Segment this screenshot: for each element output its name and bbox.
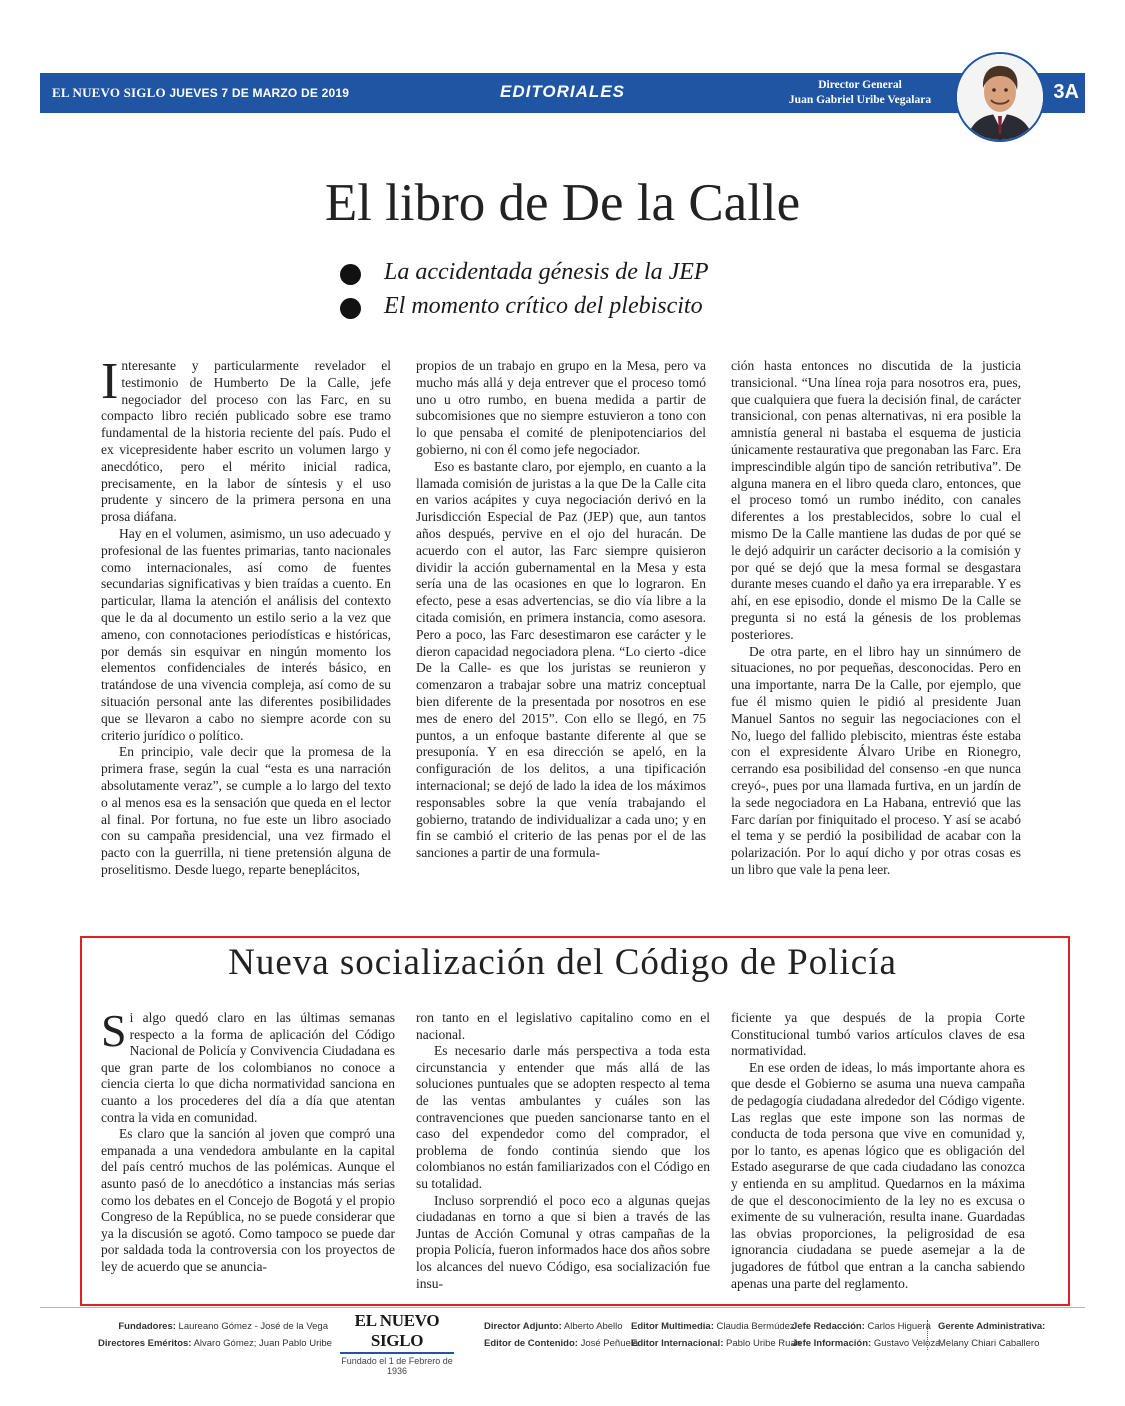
founders-label: Fundadores:	[118, 1321, 176, 1332]
publication-name: EL NUEVO SIGLO	[52, 85, 166, 100]
paragraph-text: nteresante y particularmente revelador el testimonio de Humberto De la Calle, jefe negociador del proceso con las Farc, en su compacto libro recién publicado sobre ese tramo fundamental de la historia reciente del país. Pudo el ex vicepresidente haber escrito un volumen largo y anecdótico, pero el mérito inicial radica, precisamente, en la labor de síntesis y el uso prudente y sincero de la primera persona en una prosa diáfana.	[101, 358, 391, 525]
international-label: Editor Internacional:	[631, 1338, 724, 1349]
paragraph: Incluso sorprendió el poco eco a algunas quejas ciudadanas en torno a que si bien a través de las Juntas de Acción Comunal y otras campañas de la propia Policía, fueron informados hace dos años sobre los alcances del nuevo Código, esa socialización fue insu-	[416, 1192, 710, 1291]
drop-cap: I	[101, 358, 119, 410]
page-number: 3A	[1053, 81, 1079, 103]
footer-founders	[98, 1318, 332, 1352]
info-name: Gustavo Veloza	[873, 1338, 941, 1349]
article-body	[101, 1010, 1025, 1298]
director-credit	[745, 78, 975, 108]
logo-rule	[340, 1352, 454, 1354]
multimedia-name: Claudia Bermúdez	[716, 1321, 795, 1332]
article-column	[101, 358, 391, 910]
footer-manager	[938, 1318, 1045, 1352]
multimedia-label: Editor Multimedia:	[631, 1321, 714, 1332]
adjunct-label: Director Adjunto:	[484, 1321, 562, 1332]
content-editor-label: Editor de Contenido:	[484, 1338, 578, 1349]
footer-editors	[631, 1318, 801, 1352]
article-headline: Nueva socialización del Código de Policía	[228, 942, 897, 983]
footer-divider	[40, 1307, 1085, 1308]
logo-wordmark: EL NUEVO SIGLO	[354, 1311, 440, 1350]
paragraph	[101, 358, 391, 526]
paragraph: ción hasta entonces no discutida de la justicia transicional. “Una línea roja para nosotros era, pues, que cualquiera que fuera la decisión final, de carácter transicional, con penas alternativas, ni era posible la amnistía general ni bastaba el esquema de justicia únicamente restaurativa que pregonaban las Farc. Era imprescindible algún tipo de sanción retributiva”. De alguna manera en el libro queda claro, entonces, que el proceso tomó un rumbo inédito, con canales diferentes a los prestablecidos, sobre lo cual el mismo De la Calle mantiene las dudas de por qué se le dejó adquirir un carácter decisorio a la comisión y por qué se dejó que la mesa formal se desgastara durante meses cuando el daño ya era irreparable. Y es ahí, en ese episodio, donde el mismo De la Calle se pregunta si no está la génesis de los problemas posteriores.	[731, 358, 1021, 642]
international-name: Pablo Uribe Ruan	[726, 1338, 802, 1349]
subhead-text: El momento crítico del plebiscito	[384, 293, 703, 319]
manager-label: Gerente Administrativa:	[938, 1321, 1046, 1332]
paragraph: De otra parte, en el libro hay un sinnúmero de situaciones, no por pequeñas, desconocidas. Pero en una importante, narra De la Calle, por ejemplo, que fue él mismo quien le pidió al presidente Juan Manuel Santos no seguir las negociaciones con el No, luego del fallido plebiscito, mientras éste estaba con el expresidente Álvaro Uribe en Rionegro, cerrando esa posibilidad del consenso -en que nunca creyó-, pues por una llamada furtiva, en un jardín de la sede negociadora en La Habana, entrevió que las Farc darían por finiquitado el proceso. Y así se acabó el tema y se perdió la posibilidad de acabar con la polarización. Por lo aquí dicho y por otras cosas es un libro que vale la pena leer.	[731, 643, 1021, 877]
drop-cap: S	[101, 1010, 127, 1056]
footer-editors	[484, 1318, 638, 1352]
founded-date: Fundado el 1 de Febrero de 1936	[341, 1356, 453, 1376]
portrait-illustration	[957, 54, 1043, 140]
paragraph: ron tanto en el legislativo capitalino como en el nacional.	[416, 1010, 710, 1042]
paragraph: Es necesario darle más perspectiva a toda esta circunstancia y entender que más allá de las soluciones puntuales que se adopten respecto al tema de las ventas ambulantes y cuáles son las contravenciones que pueden sancionarse tanto en el caso del expendedor como del comprador, el problema de fondo continúa siendo que los colombianos no están familiarizados con el Código en su totalidad.	[416, 1043, 710, 1191]
subhead-item	[340, 290, 820, 324]
adjunct-name: Alberto Abello	[563, 1321, 623, 1332]
emeritus-label: Directores Eméritos:	[98, 1338, 192, 1349]
newsroom-label: Jefe Redacción:	[792, 1321, 865, 1332]
founders-names: Laureano Gómez - José de la Vega	[178, 1321, 328, 1332]
bullet-icon	[340, 264, 361, 285]
subhead-item	[340, 256, 820, 290]
info-label: Jefe Información:	[792, 1338, 872, 1349]
director-name: Juan Gabriel Uribe Vegalara	[788, 94, 932, 106]
article-column	[731, 358, 1021, 910]
paragraph: Es claro que la sanción al joven que compró una empanada a una vendedora ambulante en la capital del país centró muchos de las polémicas. Aunque el asunto pasó de lo anecdótico a instancias más serias como los debates en el Concejo de Bogotá y el propio Congreso de la República, no se puede considerar que ya la discusión se agotó. Como tampoco se puede dar por saldada toda la controversia con los proyectos de ley de acuerdo que se anuncia-	[101, 1126, 395, 1274]
emeritus-names: Alvaro Gómez; Juan Pablo Uribe	[193, 1338, 332, 1349]
paragraph-text: i algo quedó claro en las últimas semanas respecto a la forma de aplicación del Código Nacional de Policía y Convivencia Ciudadana es que gran parte de los colombianos no conoce a ciencia cierta lo que dicha normatividad sanciona en cuanto a los procederes del día a día que atentan contra la vida en comunidad.	[101, 1010, 395, 1125]
section-title: EDITORIALES	[500, 82, 625, 101]
paragraph: Eso es bastante claro, por ejemplo, en cuanto a la llamada comisión de juristas a la que De la Calle cita en varios acápites y cuya negociación derivó en la Jurisdicción Especial de Paz (JEP) que, aun tantos años después, pervive en el ojo del huracán. De acuerdo con el autor, las Farc siempre quisieron dividir la acción gubernamental en la Mesa y esta sería una de las ocasiones en que lo lograron. En efecto, pese a esas advertencias, se dio vía libre a la citada comisión, en primera instancia, como asesora. Pero a poco, las Farc desestimaron ese carácter y le dieron capacidad negociadora plena. “Lo cierto -dice De la Calle- es que los juristas se reunieron y comenzaron a trabajar sobre una matriz conceptual bien diferente de la presentada por nosotros en ese mes de enero del 2015”. Con ello se llegó, en 75 puntos, a un enfoque bastante diferente al que se presuponía. Y en esa dirección se apeló, en la configuración de los delitos, a una tipificación internacional; se dejó de lado la idea de los máximos responsables sobre la que venía trabajando el gobierno, tratando de individualizar a cada uno; y en fin se cambió el criterio de las penas por el de las sanciones a partir de una formula-	[416, 458, 706, 861]
article-subheads	[340, 256, 820, 324]
issue-date: JUEVES 7 DE MARZO DE 2019	[169, 86, 350, 100]
subhead-text: La accidentada génesis de la JEP	[384, 259, 709, 285]
paragraph: propios de un trabajo en grupo en la Mesa, pero va mucho más allá y deja entrever que el proceso tomó uno u otro rumbo, en buena medida a partir de subcomisiones que no siempre estuvieron a tono con lo que pensaba el comité de plenipotenciarios del gobierno, ni con él como jefe negociador.	[416, 358, 706, 457]
article-column	[416, 358, 706, 910]
director-portrait	[955, 52, 1045, 142]
paragraph: ficiente ya que después de la propia Corte Constitucional tumbó varios artículos claves de esa normatividad.	[731, 1010, 1025, 1059]
manager-name: Melany Chiari Caballero	[938, 1338, 1040, 1349]
footer-chiefs	[792, 1318, 940, 1352]
article-column	[731, 1010, 1025, 1298]
paragraph: En principio, vale decir que la promesa de la primera frase, según la cual “esta es una narración absolutamente veraz”, se cumple a lo largo del texto o al menos esa es la sensación que queda en el lector al final. Por fortuna, no fue este un libro asociado con su campaña presidencial, una vez firmado el pacto con la guerrilla, ni tiene pretensión alguna de proselitismo. Desde luego, reparte beneplácitos,	[101, 744, 391, 877]
page-header-bar	[40, 73, 1085, 113]
footer-separator	[927, 1320, 928, 1350]
article-column	[416, 1010, 710, 1298]
director-title: Director General	[818, 79, 902, 91]
article-headline: El libro de De la Calle	[324, 174, 801, 232]
footer-logo	[336, 1311, 458, 1376]
article-body	[101, 358, 1021, 910]
article-column	[101, 1010, 395, 1298]
paragraph	[101, 1010, 395, 1126]
newsroom-name: Carlos Higuera	[867, 1321, 931, 1332]
paragraph: En ese orden de ideas, lo más importante ahora es que desde el Gobierno se asuma una nueva campaña de pedagogía ciudadana alrededor del Código vigente. Las reglas que este impone son las normas de conducta de toda persona que vive en comunidad y, por lo tanto, es apenas lógico que es obligación del Estado asegurarse de que cada ciudadano las conozca y entienda en su amplitud. Quedarnos en la máxima de que el desconocimiento de la ley no es excusa o eximente de su vulneración, resulta inane. Guardadas las obvias proporciones, la peligrosidad de esa ignorancia ciudadana se puede asemejar a la de jugadores de fútbol que entran a la cancha sabiendo apenas una parte del reglamento.	[731, 1059, 1025, 1291]
paragraph: Hay en el volumen, asimismo, un uso adecuado y profesional de las fuentes primarias, tanto nacionales como internacionales, así como de fuentes secundarias significativas y bien traídas a cuento. En particular, llama la atención el análisis del contexto que le da al documento un estilo serio a la vez que ameno, con connotaciones periodísticas e históricas, por demás sin esquivar en ningún momento los elementos confidenciales de interés básico, en tratándose de una vivencia compleja, así como de su situación personal ante las diferentes posibilidades que se llevaron a cabo no siempre acorde con su criterio jurídico o político.	[101, 525, 391, 743]
header-dateline	[52, 85, 349, 101]
content-editor-name: José Peñuela	[580, 1338, 639, 1349]
bullet-icon	[340, 298, 361, 319]
